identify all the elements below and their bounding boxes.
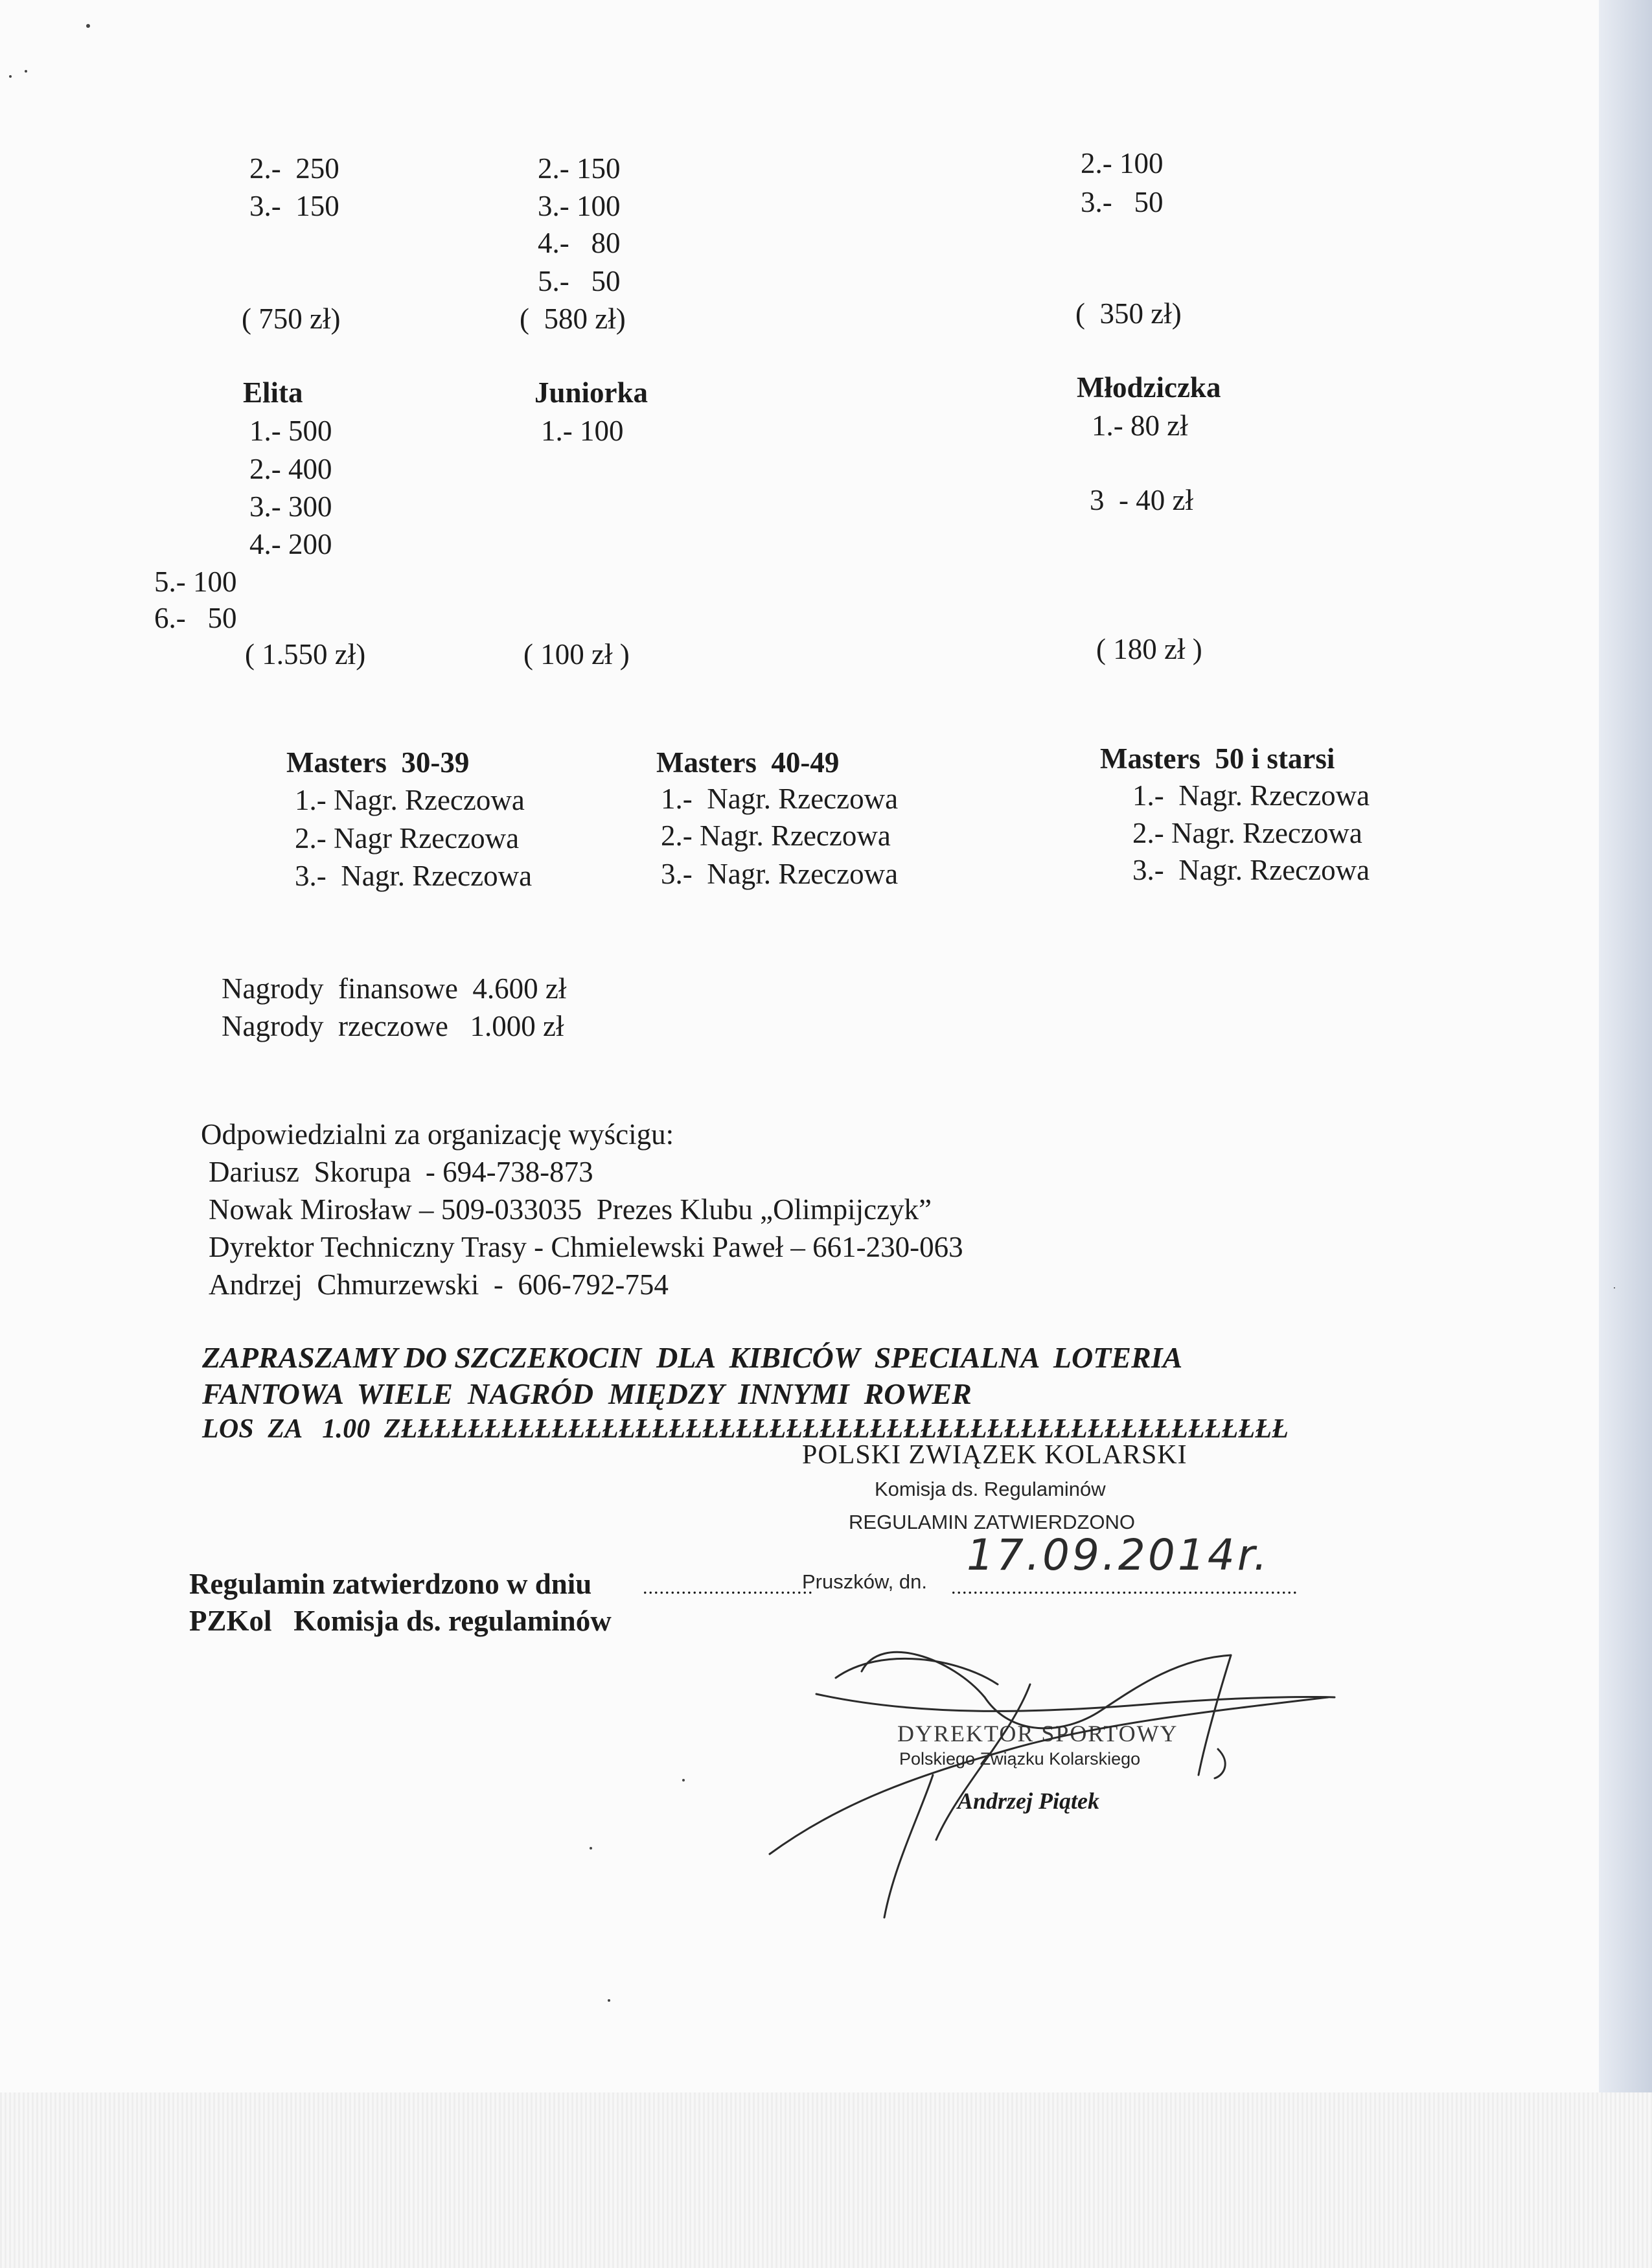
col2-place-3: 3.- 100 [538,190,621,222]
col1-place-2: 2.- 250 [249,152,339,185]
masters-40-49-title: Masters 40-49 [656,746,840,779]
summary-material: Nagrody rzeczowe 1.000 zł [222,1010,564,1042]
summary-financial: Nagrody finansowe 4.600 zł [222,972,567,1005]
stamp-approved: REGULAMIN ZATWIERDZONO [849,1511,1136,1533]
scan-specks [9,24,1615,2002]
director-federation: Polskiego Związku Kolarskiego [899,1749,1141,1769]
masters-50-place-1: 1.- Nagr. Rzeczowa [1132,779,1370,812]
col2-place-5: 5.- 50 [538,265,621,297]
approval-line-1: Regulamin zatwierdzono w dniu [189,1568,592,1600]
organizer-skorupa: Dariusz Skorupa - 694-738-873 [209,1156,593,1188]
elita-place-1: 1.- 500 [249,415,332,447]
approval-line-2: PZKol Komisja ds. regulaminów [189,1605,612,1637]
col2-total: ( 580 zł) [520,303,626,335]
elita-place-5: 5.- 100 [154,566,237,598]
juniorka-place-1: 1.- 100 [541,415,624,447]
masters-50-title: Masters 50 i starsi [1100,742,1335,775]
masters-40-49-place-2: 2.- Nagr. Rzeczowa [661,819,891,852]
stamp-place: Pruszków, dn. [802,1570,927,1593]
masters-50-place-2: 2.- Nagr. Rzeczowa [1132,817,1362,849]
col3-place-2: 2.- 100 [1081,147,1164,179]
stamp-organization: POLSKI ZWIĄZEK KOLARSKI [802,1440,1187,1470]
col3-place-3: 3.- 50 [1081,186,1164,218]
invite-line-1: ZAPRASZAMY DO SZCZEKOCIN DLA KIBICÓW SPECIALNA LOTERIA [202,1341,1183,1374]
director-name: Andrzej Piątek [958,1788,1100,1814]
juniorka-title: Juniorka [534,376,648,409]
masters-30-39-place-1: 1.- Nagr. Rzeczowa [295,784,525,816]
organizer-nowak: Nowak Mirosław – 509-033035 Prezes Klubu „Olimpijczyk” [209,1193,932,1226]
col3-total: ( 350 zł) [1075,297,1182,330]
masters-40-49-place-3: 3.- Nagr. Rzeczowa [661,858,899,890]
col1-place-3: 3.- 150 [249,190,339,222]
elita-place-6: 6.- 50 [154,602,237,634]
juniorka-total: ( 100 zł ) [523,638,630,670]
mlodziczka-place-1: 1.- 80 zł [1092,409,1188,442]
stamp-commission: Komisja ds. Regulaminów [875,1478,1106,1500]
elita-total: ( 1.550 zł) [245,638,366,670]
masters-50-place-3: 3.- Nagr. Rzeczowa [1132,854,1370,886]
organizer-chmurzewski: Andrzej Chmurzewski - 606-792-754 [209,1268,669,1301]
handwritten-signature [770,1652,1335,1918]
mlodziczka-title: Młodziczka [1077,371,1221,404]
elita-place-3: 3.- 300 [249,490,332,523]
director-title: DYREKTOR SPORTOWY [897,1721,1178,1747]
col1-total: ( 750 zł) [242,303,341,335]
masters-30-39-place-2: 2.- Nagr Rzeczowa [295,822,520,854]
mlodziczka-place-3: 3 - 40 zł [1090,484,1193,516]
approval-dots-right: ............................................................... [951,1577,1298,1598]
elita-title: Elita [243,376,303,409]
masters-30-39-title: Masters 30-39 [286,746,470,779]
invite-line-3: LOS ZA 1.00 ZŁŁŁŁŁŁŁŁŁŁŁŁŁŁŁŁŁŁŁŁŁŁŁŁŁŁŁŁŁŁŁŁŁŁŁŁŁŁŁŁŁŁŁŁŁŁŁŁŁŁŁŁŁ [202,1414,1289,1444]
col2-place-4: 4.- 80 [538,227,621,259]
elita-place-2: 2.- 400 [249,453,332,485]
mlodziczka-total: ( 180 zł ) [1096,633,1202,665]
elita-place-4: 4.- 200 [249,528,332,560]
col2-place-2: 2.- 150 [538,152,621,185]
approval-dots-left: ............................... [643,1577,814,1598]
invite-line-2: FANTOWA WIELE NAGRÓD MIĘDZY INNYMI ROWER [202,1377,972,1410]
organizers-heading: Odpowiedzialni za organizację wyścigu: [201,1118,674,1151]
organizer-chmielewski: Dyrektor Techniczny Trasy - Chmielewski Paweł – 661-230-063 [209,1231,963,1263]
handwritten-date: 17.09.2014r. [967,1530,1270,1580]
masters-30-39-place-3: 3.- Nagr. Rzeczowa [295,860,533,892]
masters-40-49-place-1: 1.- Nagr. Rzeczowa [661,783,899,815]
